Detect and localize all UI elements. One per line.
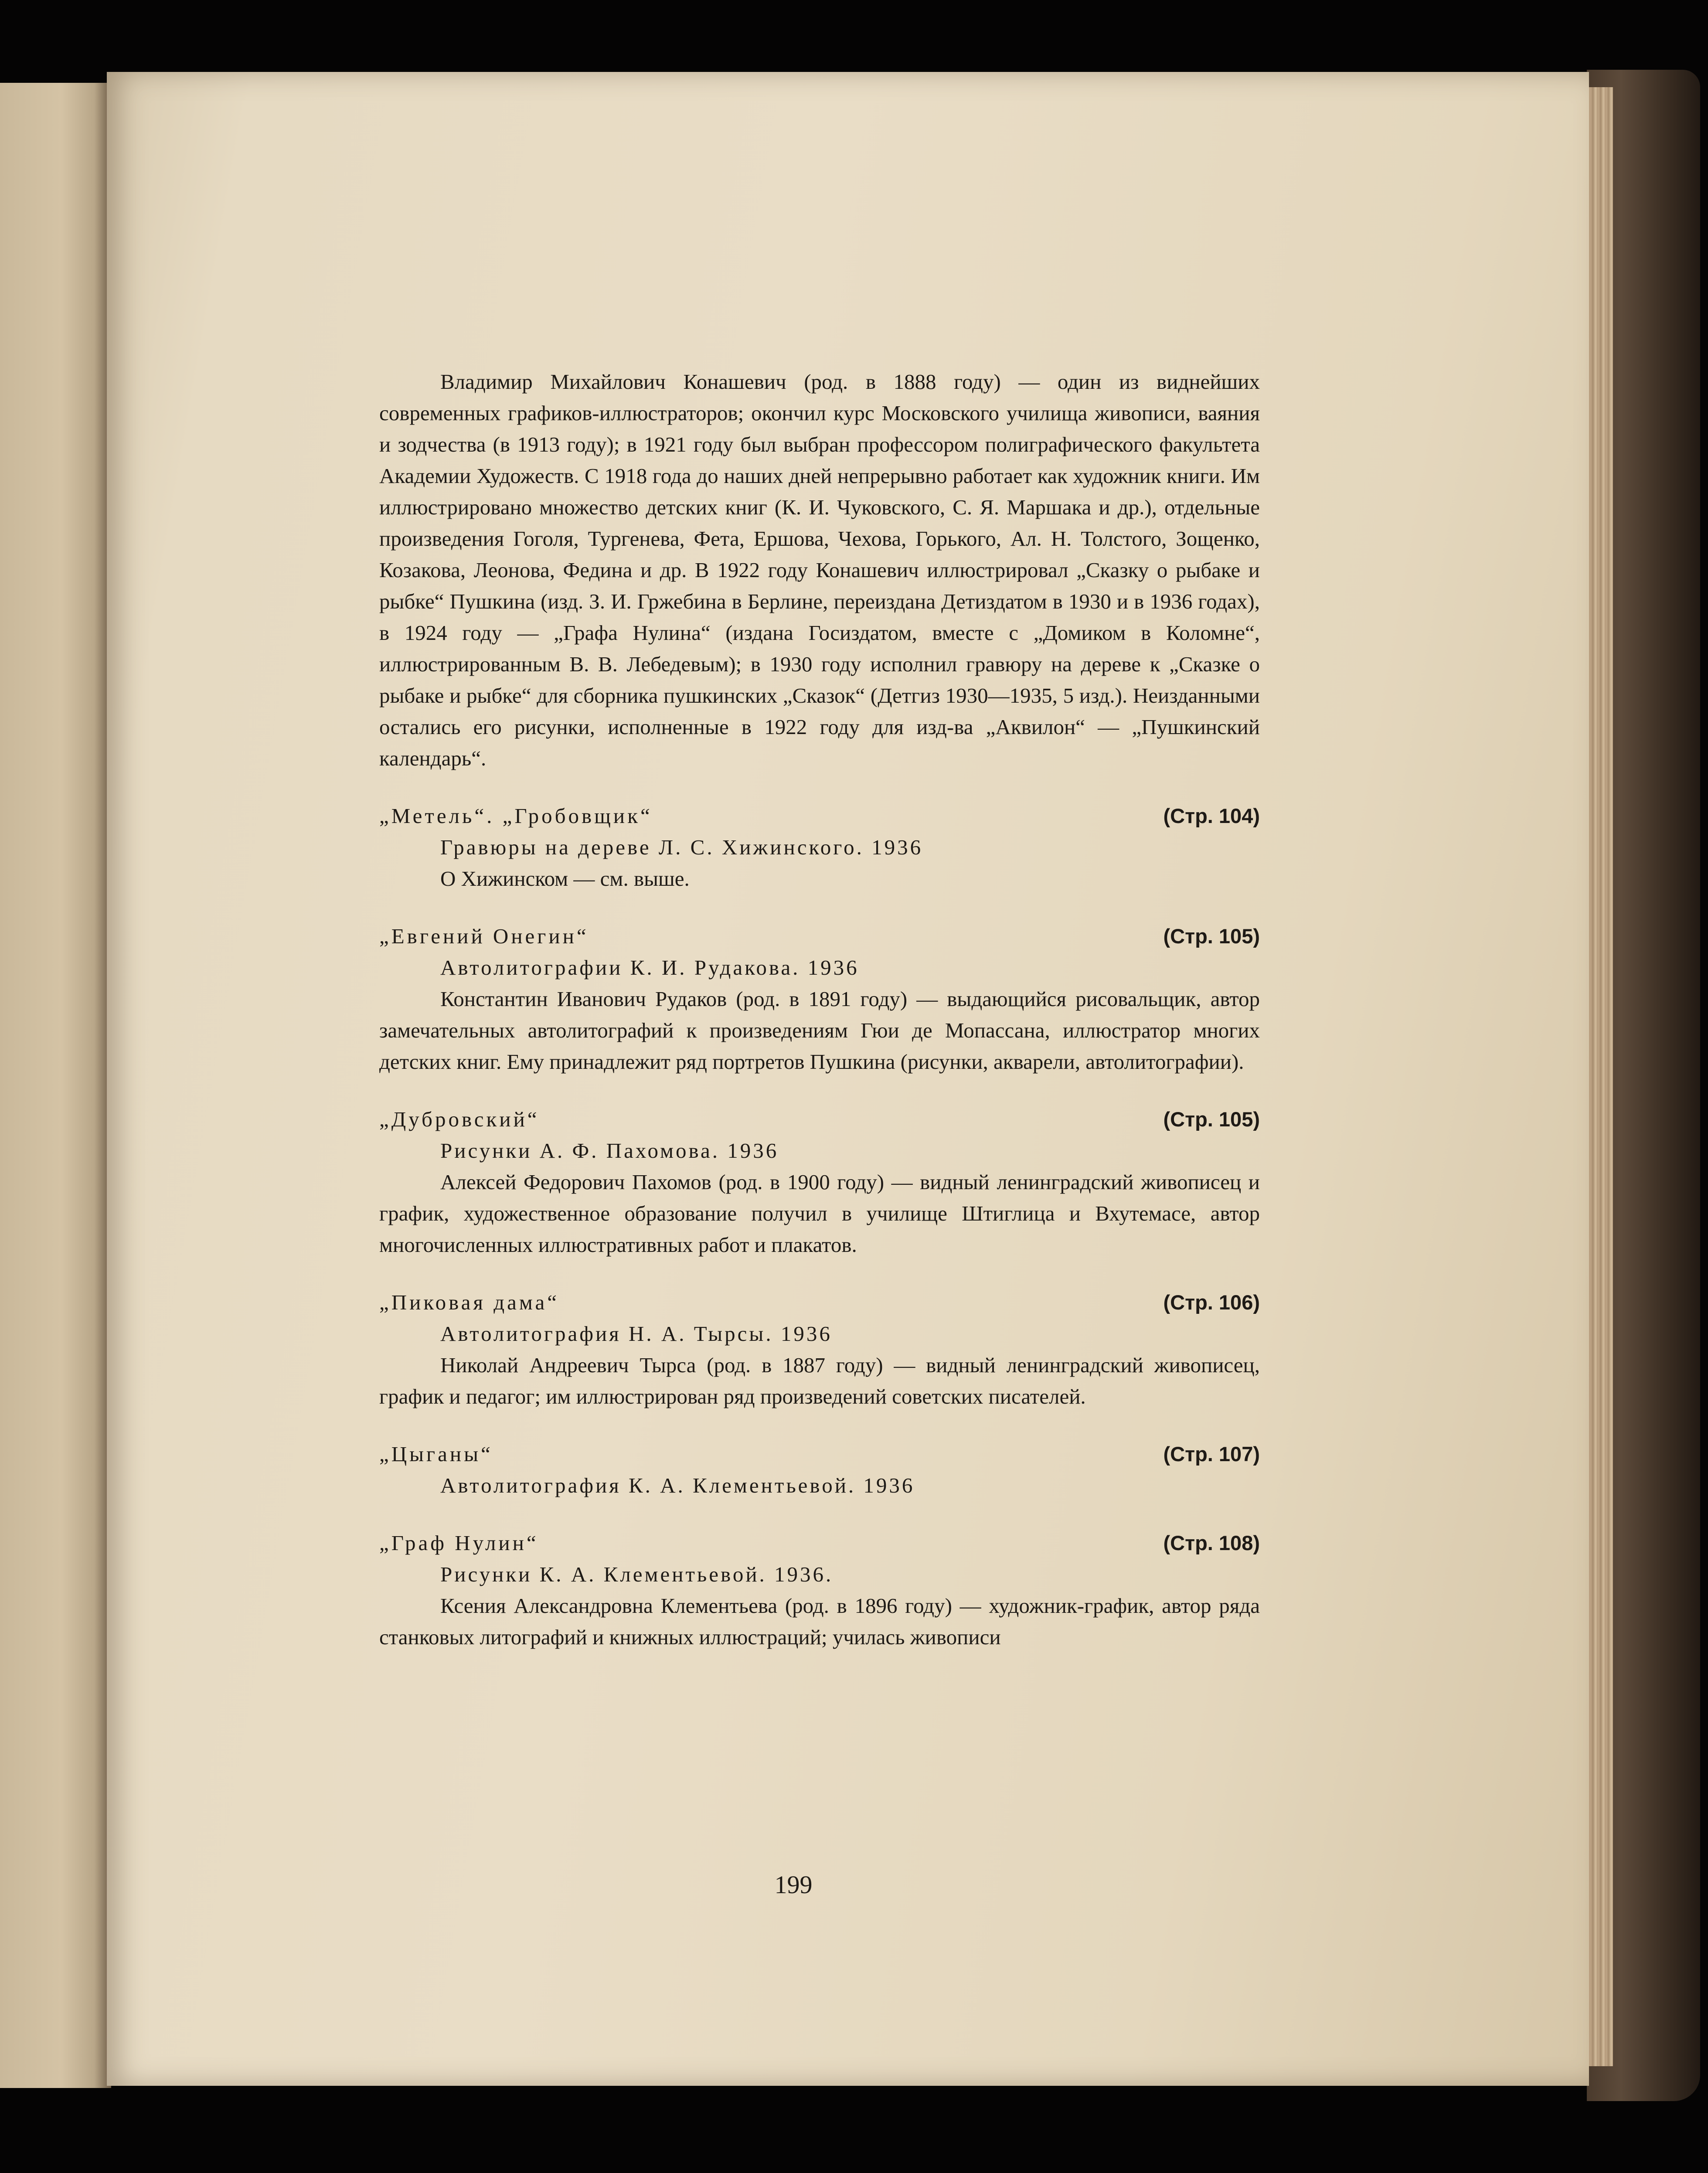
entry-subtitle: Автолитография К. А. Клементьевой. 1936 [440, 1473, 915, 1497]
entry-pikovaya-dama [379, 1287, 1260, 1412]
entry-subtitle: Автолитография Н. А. Тырсы. 1936 [440, 1322, 832, 1346]
entry-page-ref: (Стр. 107) [1163, 1442, 1260, 1466]
entry-description: Николай Андреевич Тырса (род. в 1887 году) — видный ленинградский живописец, график и педагог; им иллюстрирован ряд произведений советских писателей. [379, 1353, 1260, 1408]
entry-page-ref: (Стр. 104) [1163, 804, 1260, 827]
entry-tsygany [379, 1438, 1260, 1501]
entry-title: „Граф Нулин“ [379, 1531, 539, 1555]
entry-header [379, 1438, 1260, 1470]
entry-title: „Метель“. „Гробовщик“ [379, 804, 653, 828]
intro-paragraph: Владимир Михайлович Конашевич (род. в 1888 году) — один из виднейших современных графиков-иллюстраторов; окончил курс Московского училища живописи, ваяния и зодчества (в 1913 году); в 1921 году был выбран профессором полиграфического факультета Академии Художеств. С 1918 года до наших дней непрерывно работает как художник книги. Им иллюстрировано множество детских книг (К. И. Чуковского, С. Я. Маршака и др.), отдельные произведения Гоголя, Тургенева, Фета, Ершова, Чехова, Горького, Ал. Н. Толстого, Зощенко, Козакова, Леонова, Федина и др. В 1922 году Конашевич иллюстрировал „Сказку о рыбаке и рыбке“ Пушкина (изд. З. И. Гржебина в Берлине, переиздана Детиздатом в 1930 и в 1936 годах), в 1924 году — „Графа Нулина“ (издана Госиздатом, вместе с „Домиком в Коломне“, иллюстрированным В. В. Лебедевым); в 1930 году исполнил гравюру на дереве к „Сказке о рыбаке и рыбке“ для сборника пушкинских „Сказок“ (Детгиз 1930—1935, 5 изд.). Неизданными остались его рисунки, исполненные в 1922 году для изд-ва „Аквилон“ — „Пушкинский календарь“. [379, 370, 1260, 770]
entry-onegin [379, 921, 1260, 1078]
entry-title: „Пиковая дама“ [379, 1290, 560, 1314]
entry-title: „Евгений Онегин“ [379, 924, 589, 948]
entry-metel [379, 800, 1260, 894]
entry-page-ref: (Стр. 108) [1163, 1531, 1260, 1554]
entry-graf-nulin [379, 1527, 1260, 1653]
entry-description: Константин Иванович Рудаков (род. в 1891 году) — выдающийся рисовальщик, автор замечательных автолитографий к произведениям Гюи де Мопассана, иллюстратор многих детских книг. Ему принадлежит ряд портретов Пушкина (рисунки, акварели, автолитографии). [379, 987, 1260, 1074]
entry-subtitle: Автолитографии К. И. Рудакова. 1936 [440, 956, 859, 979]
entry-header [379, 800, 1260, 832]
page-number: 199 [774, 1870, 813, 1899]
entry-header [379, 1527, 1260, 1559]
entry-header [379, 1104, 1260, 1135]
page-text [379, 366, 1260, 1653]
entry-title: „Дубровский“ [379, 1107, 540, 1131]
entry-subtitle: Рисунки К. А. Клементьевой. 1936. [440, 1562, 834, 1586]
entry-page-ref: (Стр. 105) [1163, 1108, 1260, 1131]
entry-description: Алексей Федорович Пахомов (род. в 1900 году) — видный ленинградский живописец и график, художественное образование получил в училище Штиглица и Вхутемасе, автор многочисленных иллюстративных работ и плакатов. [379, 1170, 1260, 1257]
entry-header [379, 921, 1260, 952]
entry-page-ref: (Стр. 105) [1163, 925, 1260, 948]
entry-header [379, 1287, 1260, 1318]
entry-note: О Хижинском — см. выше. [440, 867, 690, 891]
entry-dubrovsky [379, 1104, 1260, 1261]
entry-description: Ксения Александровна Клементьева (род. в 1896 году) — художник-график, автор ряда станковых литографий и книжных иллюстраций; училась живописи [379, 1594, 1260, 1649]
previous-page-edge [0, 83, 111, 2088]
entry-page-ref: (Стр. 106) [1163, 1291, 1260, 1314]
entry-title: „Цыганы“ [379, 1442, 493, 1466]
entry-subtitle: Рисунки А. Ф. Пахомова. 1936 [440, 1139, 779, 1163]
entry-subtitle: Гравюры на дереве Л. С. Хижинского. 1936 [440, 835, 923, 859]
